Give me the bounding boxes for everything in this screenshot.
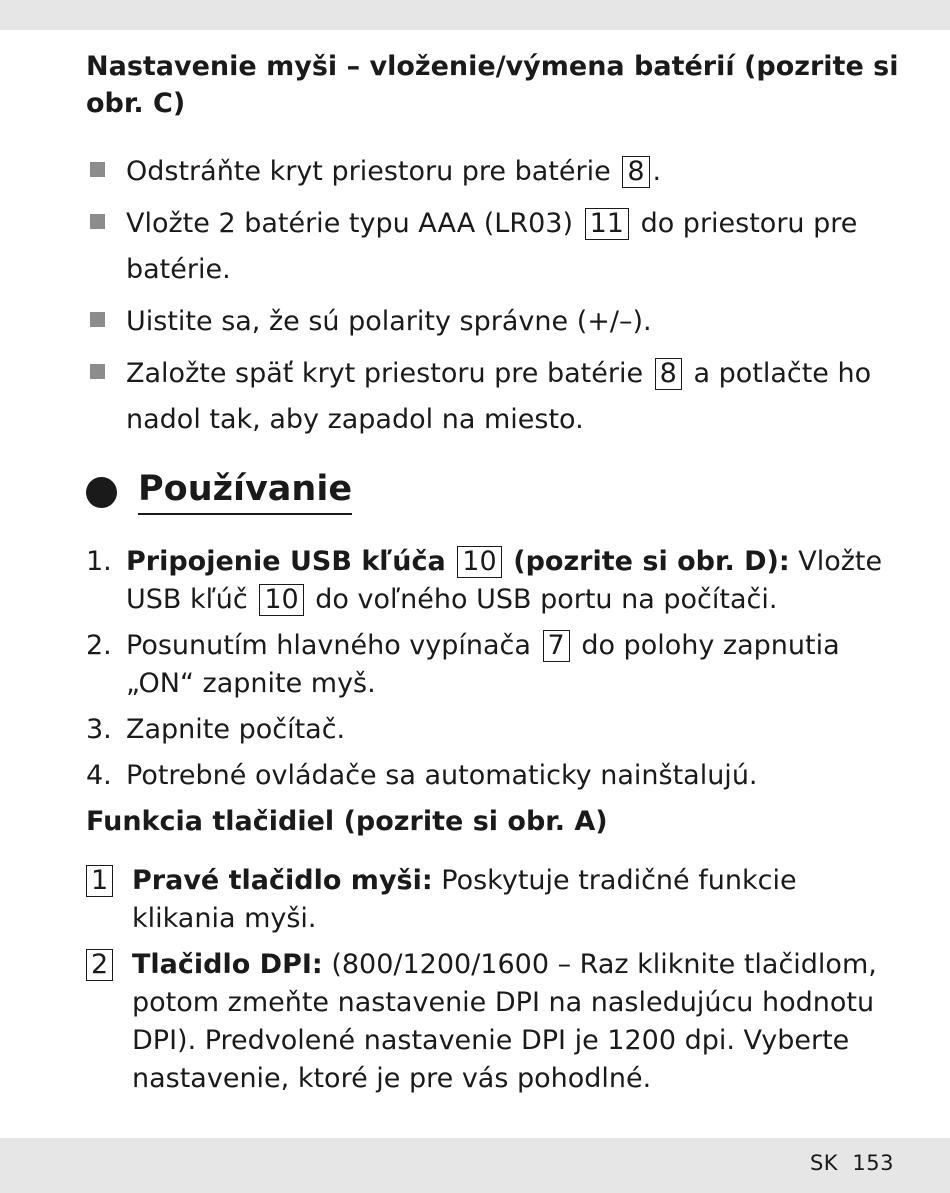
usage-section-title: Používanie: [138, 467, 352, 515]
step-text: do voľného USB portu na počítači.: [315, 584, 778, 615]
part-reference: 10: [457, 546, 501, 578]
step-text: do priestoru pre batérie.: [126, 208, 858, 285]
button-functions-list: [86, 862, 906, 1098]
page-number-value: 153: [852, 1151, 894, 1175]
language-code: SK: [809, 1151, 839, 1175]
step-text: .: [652, 156, 662, 187]
button-name: Tlačidlo DPI:: [132, 949, 323, 980]
list-item: [86, 299, 906, 345]
list-item: [86, 946, 906, 1098]
list-item: [86, 149, 906, 195]
part-reference: 2: [86, 949, 113, 981]
part-reference: 10: [259, 584, 303, 616]
list-item: [86, 757, 906, 795]
part-reference: 11: [585, 208, 629, 240]
step-text: Vložte USB kľúč: [126, 546, 883, 615]
list-item: [86, 627, 906, 703]
square-bullet-icon: [90, 214, 105, 229]
square-bullet-icon: [90, 162, 105, 177]
step-text: a potlačte ho nadol tak, aby zapadol na miesto.: [126, 358, 872, 435]
battery-steps-list: [86, 149, 906, 443]
step-text: Založte späť kryt priestoru pre batérie: [126, 358, 644, 389]
buttons-section-title: Funkcia tlačidiel (pozrite si obr. A): [86, 806, 608, 837]
button-description: Poskytuje tradičné funkcie klikania myši.: [132, 865, 797, 934]
part-reference: 8: [622, 156, 649, 188]
button-name: Pravé tlačidlo myši:: [132, 865, 433, 896]
battery-section-title: Nastavenie myši – vloženie/výmena batérií (pozrite si obr. C): [86, 51, 899, 119]
square-bullet-icon: [90, 364, 105, 379]
square-bullet-icon: [90, 312, 105, 327]
step-text: do polohy zapnutia „ON“ zapnite myš.: [126, 630, 840, 699]
section-bullet-icon: [86, 477, 117, 508]
part-reference: 7: [543, 630, 570, 662]
top-band: [0, 0, 950, 30]
step-text: Uistite sa, že sú polarity správne (+/–).: [126, 306, 652, 337]
step-text: Potrebné ovládače sa automaticky nainštalujú.: [126, 760, 758, 791]
usage-section-header: [86, 467, 906, 523]
step-number: 4.: [86, 760, 112, 791]
usage-steps-list: [86, 543, 906, 795]
step-heading: Pripojenie USB kľúča: [126, 546, 446, 577]
list-item: [86, 711, 906, 749]
part-reference: 8: [655, 358, 682, 390]
button-description: (800/1200/1600 – Raz kliknite tlačidlom, potom zmeňte nastavenie DPI na nasledujúcu hodnotu DPI). Predvolené nastavenie DPI je 1200 dpi. Vyberte nastavenie, ktoré je pre vás pohodlné.: [132, 949, 877, 1094]
step-text: Odstráňte kryt priestoru pre batérie: [126, 156, 611, 187]
page-content: [86, 48, 906, 1106]
step-text: Posunutím hlavného vypínača: [126, 630, 531, 661]
list-item: [86, 543, 906, 619]
list-item: [86, 201, 906, 293]
list-item: [86, 351, 906, 443]
list-item: [86, 862, 906, 938]
part-reference: 1: [86, 865, 113, 897]
step-number: 3.: [86, 714, 112, 745]
step-number: 1.: [86, 546, 112, 577]
step-text: Vložte 2 batérie typu AAA (LR03): [126, 208, 574, 239]
footer-band: [0, 1138, 950, 1193]
step-text: Zapnite počítač.: [126, 714, 346, 745]
step-heading: (pozrite si obr. D):: [513, 546, 790, 577]
page-number: [810, 1151, 894, 1175]
step-number: 2.: [86, 630, 112, 661]
